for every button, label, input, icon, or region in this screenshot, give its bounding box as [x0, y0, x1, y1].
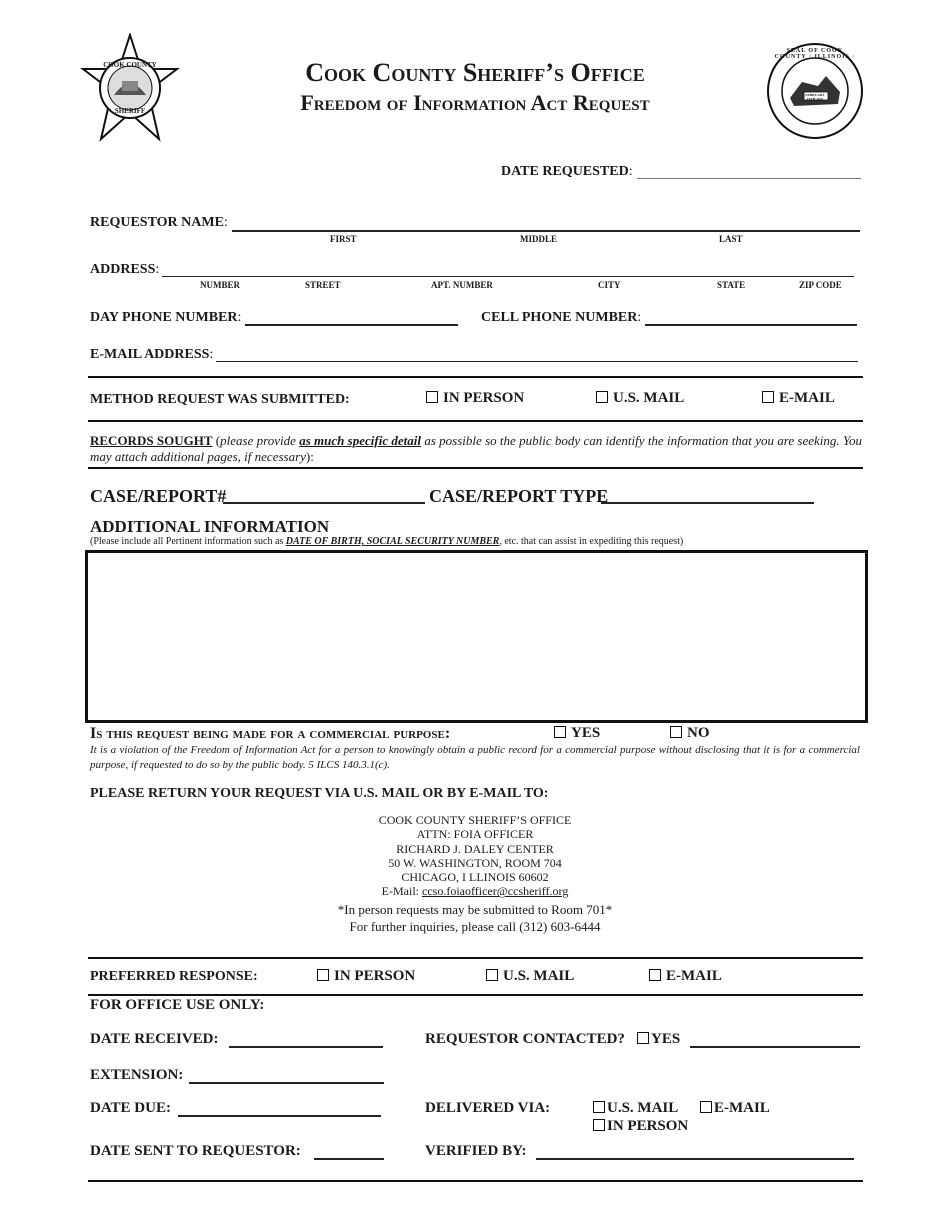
case-report-type-field[interactable]: [601, 502, 814, 504]
return-line: 50 W. WASHINGTON, ROOM 704: [388, 855, 562, 870]
verified-by-field[interactable]: [536, 1158, 854, 1160]
delivered-option-in-person[interactable]: IN PERSON: [593, 1118, 688, 1135]
seal-ring-text: SEAL OF COOK COUNTY · ILLINOIS ·: [774, 48, 856, 60]
email-field[interactable]: [216, 361, 858, 362]
case-report-type-label: CASE/REPORT TYPE: [429, 486, 609, 506]
preferred-option-us-mail[interactable]: U.S. MAIL: [486, 968, 574, 985]
commercial-warning: It is a violation of the Freedom of Information Act for a person to knowingly obtain a public record for a commercial purpose without disclosing that it is for a commercial purpose, if requested to do so by the public body. 5 ILCS 140.3.1(c).: [90, 744, 860, 771]
checkbox-icon[interactable]: [700, 1101, 712, 1113]
seal-inner-text: FEBRUARY 15TH 1831: [805, 93, 825, 101]
date-sent-field[interactable]: [314, 1158, 384, 1160]
address-sub-street: STREET: [305, 280, 341, 290]
extension-field[interactable]: [189, 1082, 384, 1084]
preferred-option-email[interactable]: E-MAIL: [649, 968, 722, 985]
checkbox-icon[interactable]: [762, 391, 774, 403]
preferred-option-in-person[interactable]: IN PERSON: [317, 968, 415, 985]
checkbox-icon[interactable]: [426, 391, 438, 403]
day-phone-label: DAY PHONE NUMBER:: [90, 310, 242, 325]
checkbox-icon[interactable]: [596, 391, 608, 403]
additional-info-box[interactable]: [85, 550, 868, 723]
divider: [88, 420, 863, 422]
email-label-text: E-Mail:: [381, 884, 422, 899]
address-sub-apt: APT. NUMBER: [431, 280, 493, 290]
badge-top-text: COOK COUNTY: [103, 61, 157, 69]
in-person-note: *In person requests may be submitted to Room 701*: [337, 902, 613, 917]
day-phone-field[interactable]: [245, 324, 458, 326]
method-option-us-mail[interactable]: U.S. MAIL: [596, 390, 684, 407]
verified-by-label: VERIFIED BY:: [425, 1143, 527, 1159]
address-sub-zip: ZIP CODE: [799, 280, 842, 290]
date-requested-field[interactable]: [637, 178, 861, 179]
date-requested-label: DATE REQUESTED:: [501, 164, 633, 179]
date-received-field[interactable]: [229, 1046, 383, 1048]
name-sub-last: LAST: [719, 234, 743, 244]
checkbox-icon[interactable]: [637, 1032, 649, 1044]
requestor-contacted-label: REQUESTOR CONTACTED?: [425, 1031, 625, 1047]
checkbox-icon[interactable]: [486, 969, 498, 981]
return-address-block: [0, 813, 950, 899]
case-report-field[interactable]: [223, 502, 425, 504]
return-line: RICHARD J. DALEY CENTER: [396, 841, 554, 856]
return-email-link[interactable]: ccso.foiaofficer@ccsheriff.org: [422, 884, 569, 899]
contacted-field[interactable]: [690, 1046, 860, 1048]
county-seal-logo: [766, 42, 864, 140]
additional-info-heading: ADDITIONAL INFORMATION: [90, 517, 330, 536]
address-field[interactable]: [162, 276, 854, 277]
office-use-heading: FOR OFFICE USE ONLY:: [90, 997, 265, 1013]
date-due-field[interactable]: [178, 1115, 381, 1117]
return-line: ATTN: FOIA OFFICER: [416, 827, 534, 842]
additional-info-note: (Please include all Pertinent information such as DATE OF BIRTH, SOCIAL SECURITY NUMBER, etc. that can assist in expediting this request): [90, 536, 684, 547]
page-title: Cook County Sheriff’s Office: [305, 58, 645, 87]
address-sub-number: NUMBER: [200, 280, 240, 290]
checkbox-icon[interactable]: [593, 1101, 605, 1113]
address-sub-state: STATE: [717, 280, 746, 290]
return-line: CHICAGO, I LLINOIS 60602: [401, 870, 549, 885]
date-sent-label: DATE SENT TO REQUESTOR:: [90, 1143, 301, 1159]
delivered-option-email[interactable]: E-MAIL: [700, 1100, 770, 1117]
address-sub-city: CITY: [598, 280, 621, 290]
method-label: METHOD REQUEST WAS SUBMITTED:: [90, 392, 350, 407]
return-heading: PLEASE RETURN YOUR REQUEST VIA U.S. MAIL OR BY E-MAIL TO:: [90, 786, 549, 801]
checkbox-icon[interactable]: [593, 1119, 605, 1131]
divider: [88, 1180, 863, 1182]
delivered-option-us-mail[interactable]: U.S. MAIL: [593, 1100, 678, 1117]
preferred-response-label: PREFERRED RESPONSE:: [90, 969, 258, 984]
checkbox-icon[interactable]: [317, 969, 329, 981]
requestor-name-label: REQUESTOR NAME:: [90, 215, 228, 230]
email-label: E-MAIL ADDRESS:: [90, 347, 214, 362]
address-label: ADDRESS:: [90, 262, 160, 277]
method-option-in-person[interactable]: IN PERSON: [426, 390, 524, 407]
contacted-yes-option[interactable]: YES: [637, 1031, 680, 1048]
commercial-yes-option[interactable]: YES: [554, 725, 600, 742]
divider: [88, 467, 863, 469]
divider: [88, 957, 863, 959]
records-sought-text: RECORDS SOUGHT (please provide as much specific detail as possible so the public body can identify the information that you are seeking. You may attach additional pages, if necessary):: [90, 433, 862, 464]
commercial-no-option[interactable]: NO: [670, 725, 710, 742]
extension-label: EXTENSION:: [90, 1067, 184, 1083]
checkbox-icon[interactable]: [670, 726, 682, 738]
requestor-name-field[interactable]: [232, 230, 860, 232]
page-subtitle: Freedom of Information Act Request: [300, 90, 650, 115]
sheriff-badge-logo: [80, 33, 180, 143]
name-sub-middle: MIDDLE: [520, 234, 558, 244]
inquiries-note: For further inquiries, please call (312) 603-6444: [349, 919, 601, 934]
divider: [88, 376, 863, 378]
cell-phone-label: CELL PHONE NUMBER:: [481, 310, 642, 325]
badge-bottom-text: SHERIFF: [114, 107, 146, 115]
date-received-label: DATE RECEIVED:: [90, 1031, 219, 1047]
commercial-question: Is this request being made for a commercial purpose:: [90, 725, 451, 742]
name-sub-first: FIRST: [330, 234, 357, 244]
delivered-via-label: DELIVERED VIA:: [425, 1100, 551, 1116]
cell-phone-field[interactable]: [645, 324, 857, 326]
case-report-label: CASE/REPORT#: [90, 486, 227, 506]
return-line: COOK COUNTY SHERIFF’S OFFICE: [378, 813, 572, 827]
divider: [88, 994, 863, 996]
checkbox-icon[interactable]: [649, 969, 661, 981]
method-option-email[interactable]: E-MAIL: [762, 390, 835, 407]
date-due-label: DATE DUE:: [90, 1100, 171, 1116]
checkbox-icon[interactable]: [554, 726, 566, 738]
